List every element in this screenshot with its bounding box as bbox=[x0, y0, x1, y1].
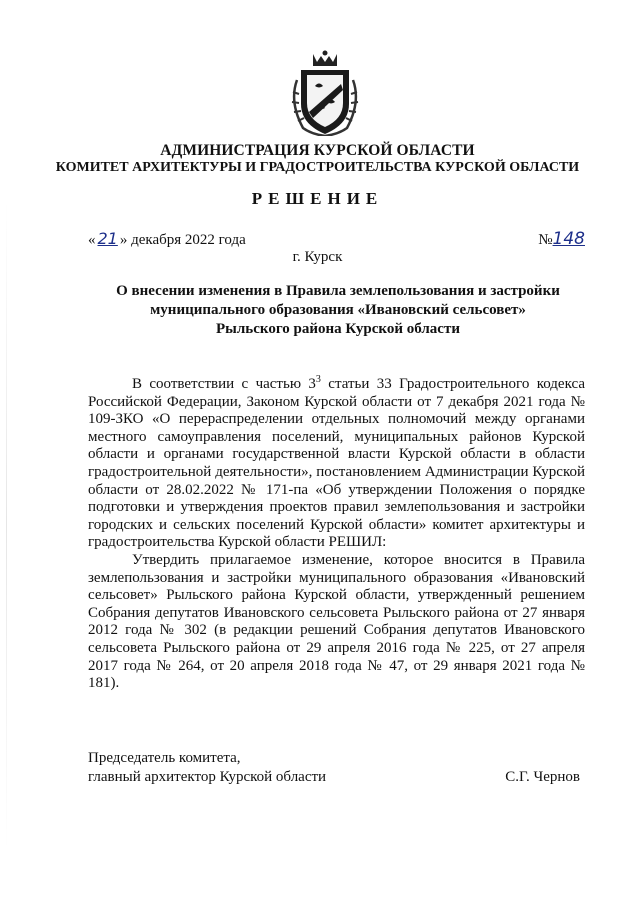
number-prefix: № bbox=[538, 232, 553, 248]
body-text: статьи 33 Градостроительного кодекса Российской Федерации, Законом Курской области от 7 декабря 2021 года № 109-ЗКО «О перераспределении отдельных полномочий между органами местного самоуправления поселений, муниципальных районов Курской области и органами государственной власти Курской области в области градостроительной деятельности», постановлением Администрации Курской области от 28.02.2022 № 171-па «Об утверждении Положения о порядке подготовки и утверждения проектов правил землепользования и застройки городских и сельских поселений Курской области» комитет архитектуры и градостроительства Курской области РЕШИЛ: bbox=[88, 376, 585, 551]
subject-line: Рыльского района Курской области bbox=[216, 321, 460, 337]
coat-of-arms-icon bbox=[285, 50, 365, 136]
subject-line: О внесении изменения в Правила землепользования и застройки bbox=[116, 283, 560, 299]
body-superscript: 3 bbox=[315, 374, 321, 385]
committee-name: КОМИТЕТ АРХИТЕКТУРЫ И ГРАДОСТРОИТЕЛЬСТВА КУРСКОЙ ОБЛАСТИ bbox=[55, 160, 580, 175]
document-title: РЕШЕНИЕ bbox=[251, 189, 384, 208]
subject-line: муниципального образования «Ивановский сельсовет» bbox=[150, 302, 526, 318]
document-city: г. Курск bbox=[292, 249, 343, 265]
scan-edge bbox=[6, 200, 7, 850]
document-subject bbox=[88, 282, 588, 339]
body-paragraph: Утвердить прилагаемое изменение, которое вносится в Правила землепользования и застройки муниципального образования «Ивановский сельсовет» Рыльского района Курской области, утвержденный решением Собрания депутатов Ивановского сельсовета Рыльского района от 27 января 2012 года № 302 (в редакции решений Собрания депутатов Ивановского сельсовета Рыльского района от 29 апреля 2016 года № 225, от 27 апреля 2017 года № 264, от 20 апреля 2018 года № 47, от 29 января 2021 года № 181). bbox=[88, 551, 585, 692]
document-number bbox=[538, 229, 585, 249]
document-body bbox=[88, 376, 585, 693]
document-date bbox=[88, 229, 246, 249]
signature-position: главный архитектор Курской области bbox=[88, 769, 327, 785]
signature-position: Председатель комитета, bbox=[88, 750, 241, 766]
body-text: В соответствии с частью 3 bbox=[132, 376, 316, 392]
organization-name: АДМИНИСТРАЦИЯ КУРСКОЙ ОБЛАСТИ bbox=[160, 142, 475, 159]
date-day-handwritten: 21 bbox=[97, 229, 118, 248]
date-month-year: » декабря 2022 года bbox=[119, 232, 246, 248]
body-paragraph bbox=[88, 376, 585, 552]
signatory-name: С.Г. Чернов bbox=[505, 769, 580, 785]
number-handwritten: 148 bbox=[552, 229, 585, 249]
date-open-quote: « bbox=[88, 232, 96, 248]
